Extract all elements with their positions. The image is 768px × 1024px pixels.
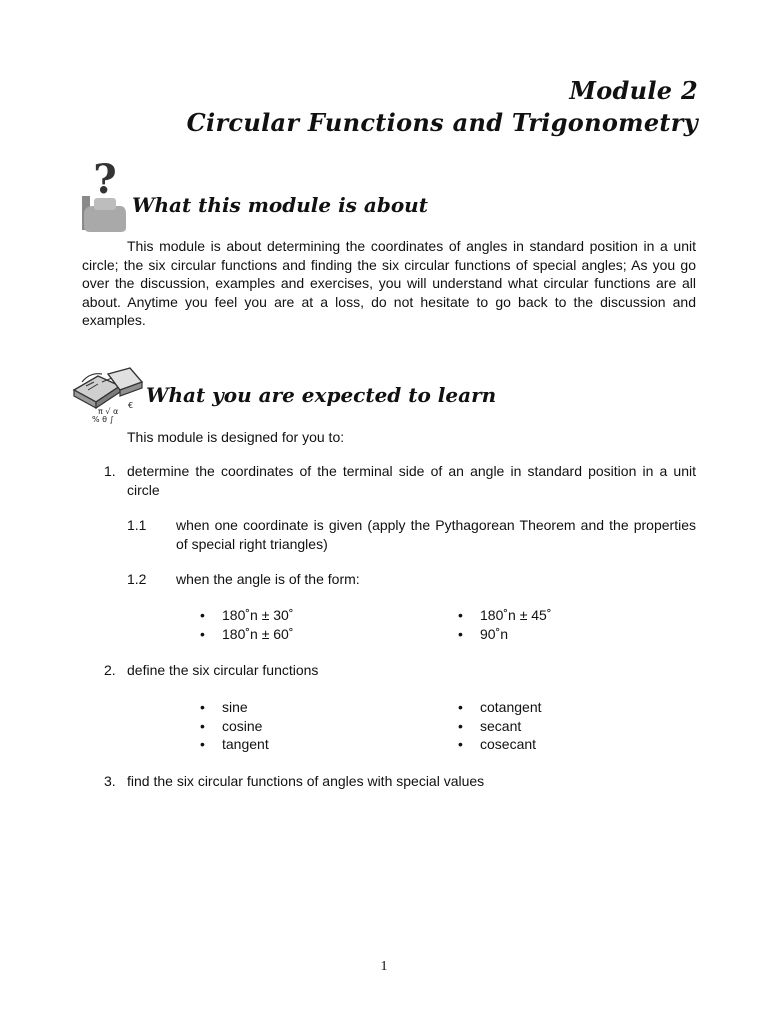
item-1-2-number: 1.2	[127, 571, 147, 587]
list-item: • 90˚n	[458, 625, 552, 644]
module-title: Circular Functions and Trigonometry	[186, 108, 698, 137]
list-item: • cosecant	[458, 735, 542, 754]
svg-text:% θ ∫: % θ ∫	[92, 415, 114, 424]
angle-forms-right	[458, 606, 552, 643]
about-paragraph: This module is about determining the coordinates of angles in standard position in a unit circle; the six circular functions and finding the six circular functions of special angles; As you go over the discussion, examples and exercises, you will understand what circular functions are all about. Anytime you feel you are at a loss, do not hesitate to go back to the discussion and examples.	[82, 238, 696, 329]
item-1-number: 1.	[104, 463, 116, 479]
svg-text:π √ α: π √ α	[98, 407, 119, 416]
item-1-text: determine the coordinates of the terminal side of an angle in standard position in a unit circle	[127, 463, 696, 498]
list-item: • secant	[458, 717, 542, 736]
item-2-text: define the six circular functions	[127, 662, 319, 678]
item-1-1-text: when one coordinate is given (apply the Pythagorean Theorem and the properties of special right triangles)	[176, 517, 696, 552]
svg-text:?: ?	[93, 162, 117, 203]
svg-text:€: €	[128, 401, 134, 410]
item-1-2-text: when the angle is of the form:	[176, 571, 360, 587]
angle-forms-left	[200, 606, 294, 643]
item-2-number: 2.	[104, 662, 116, 678]
functions-right	[458, 698, 542, 754]
list-item: • 180˚n ± 30˚	[200, 606, 294, 625]
list-item: • 180˚n ± 45˚	[458, 606, 552, 625]
learn-intro: This module is designed for you to:	[127, 429, 345, 445]
list-item: • tangent	[200, 735, 269, 754]
item-3-number: 3.	[104, 773, 116, 789]
item-1-1-number: 1.1	[127, 517, 147, 533]
page-number: 1	[380, 959, 388, 974]
module-number: Module 2	[569, 76, 698, 105]
section-heading-learn: What you are expected to learn	[146, 383, 497, 407]
question-mark-figure-icon	[80, 162, 130, 234]
list-item: • cotangent	[458, 698, 542, 717]
item-3-text: find the six circular functions of angles with special values	[127, 773, 485, 789]
books-and-symbols-icon	[68, 364, 146, 424]
functions-left	[200, 698, 269, 754]
section-heading-about: What this module is about	[132, 193, 428, 217]
list-item: • 180˚n ± 60˚	[200, 625, 294, 644]
list-item: • sine	[200, 698, 269, 717]
list-item: • cosine	[200, 717, 269, 736]
